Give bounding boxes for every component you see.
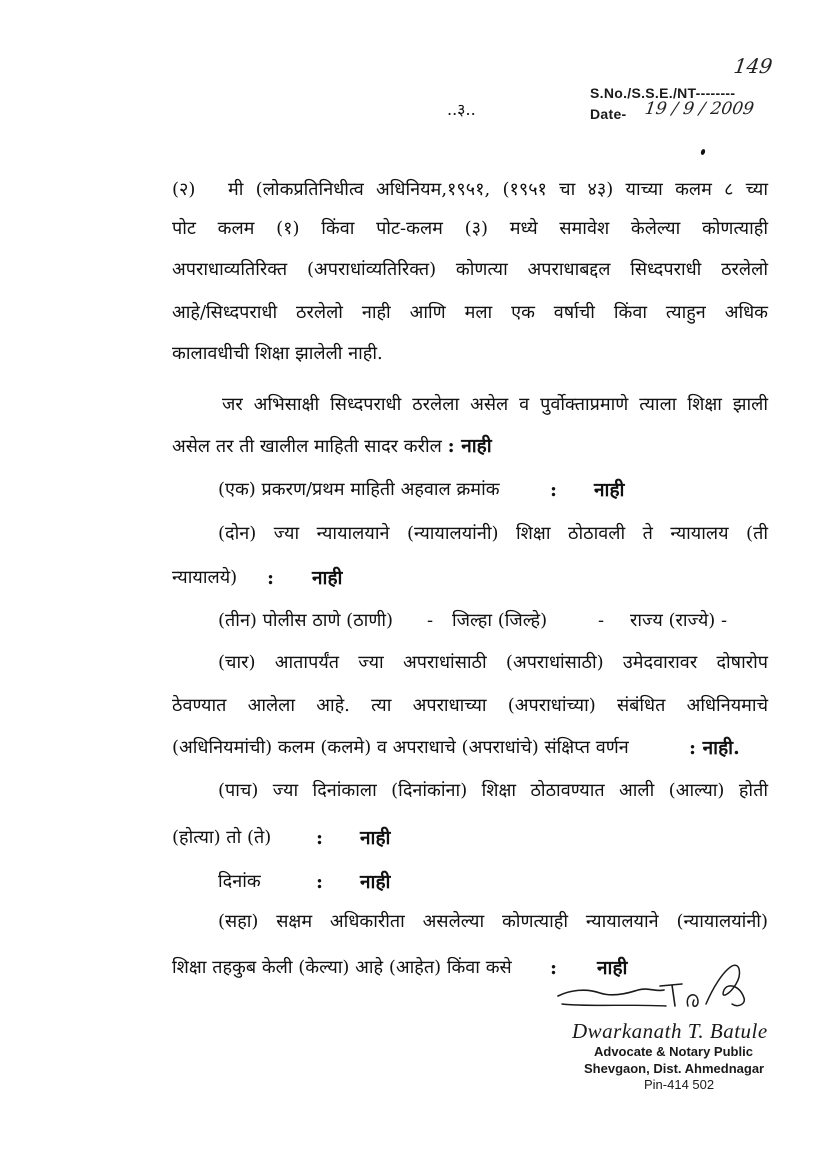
item-teen-label: (तीन) पोलीस ठाणे (ठाणी) <box>218 610 394 631</box>
signature-stroke <box>558 989 664 996</box>
item-teen-district: जिल्हा (जिल्हे) <box>452 610 548 631</box>
item-pach-value: नाही <box>360 827 391 849</box>
item-teen-row <box>218 607 758 635</box>
dinank-row <box>218 868 418 896</box>
para3-line-1: जर अभिसाक्षी सिध्दपराधी ठरलेला असेल व पुर्वोक्ताप्रमाणे त्याला शिक्षा झाली <box>222 394 768 415</box>
signature-stroke <box>660 984 682 1006</box>
item-char-row-3 <box>172 734 762 762</box>
item-don-label: न्यायालये) <box>172 567 238 588</box>
item-char-value: : नाही. <box>689 737 740 759</box>
para3-value: : नाही <box>447 435 492 457</box>
item-char-line-2: ठेवण्यात आलेला आहे. त्या अपराधाच्या (अपराधांच्या) संबंधित अधिनियमाचे <box>172 695 768 716</box>
item-saha-value: नाही <box>597 957 628 979</box>
ink-speck <box>700 148 706 155</box>
serial-label: S.No./S.S.E./NT <box>590 85 696 101</box>
serial-fill: -------- <box>695 85 736 101</box>
item-don-line-1: (दोन) ज्या न्यायालयाने (न्यायालयांनी) शिक्षा ठोठावली ते न्यायालय (ती <box>218 523 768 544</box>
para2-line-5: कालावधीची शिक्षा झालेली नाही. <box>172 343 383 364</box>
item-saha-label: शिक्षा तहकुब केली (केल्या) आहे (आहेत) किंवा कसे <box>172 957 512 978</box>
signature-stroke <box>562 1004 666 1006</box>
item-ek-separator: : <box>550 479 558 501</box>
item-teen-dash-2: - <box>598 610 605 631</box>
notary-pin: Pin-414 502 <box>644 1077 715 1092</box>
item-pach-line-1: (पाच) ज्या दिनांकाला (दिनांकांना) शिक्षा ठोठावण्यात आली (आल्या) होती <box>218 780 768 801</box>
signature-scribble <box>548 960 758 1020</box>
para3-line-2 <box>172 432 672 460</box>
para2-line-4: आहे/सिध्दपराधी ठरलेलो नाही आणि मला एक वर्षाची किंवा त्याहुन अधिक <box>172 302 768 323</box>
item-teen-dash-1: - <box>427 610 434 631</box>
item-teen-state: राज्य (राज्ये) - <box>630 610 728 631</box>
page-number: ..३.. <box>447 100 476 119</box>
notary-title: Advocate & Notary Public <box>594 1044 753 1059</box>
date-label: Date- <box>590 106 627 122</box>
item-pach-label: (होत्या) तो (ते) <box>172 827 272 848</box>
para2-line-3: अपराधाव्यतिरिक्त (अपराधांव्यतिरिक्त) कोणत्या अपराधाबद्दल सिध्दपराधी ठरलेलो <box>172 259 768 280</box>
para3-label: असेल तर ती खालील माहिती सादर करील <box>172 436 442 457</box>
para2-marker: (२) <box>172 179 196 200</box>
item-ek-value: नाही <box>594 479 625 501</box>
notary-name: Dwarkanath T. Batule <box>572 1019 768 1043</box>
signature-stroke <box>706 965 744 1005</box>
dinank-label: दिनांक <box>218 871 261 892</box>
date-handwritten: 19 / 9 / 2009 <box>643 99 756 119</box>
item-saha-line-1: (सहा) सक्षम अधिकारीता असलेल्या कोणत्याही न्यायालयाने (न्यायालयांनी) <box>218 911 768 932</box>
notary-address: Shevgaon, Dist. Ahmednagar <box>584 1061 765 1076</box>
para2-line-1: मी (लोकप्रतिनिधीत्व अधिनियम,१९५१, (१९५१ चा ४३) याच्या कलम ८ च्या <box>228 179 768 200</box>
item-saha-separator: : <box>550 957 558 979</box>
dinank-value: नाही <box>360 871 391 893</box>
item-ek-label: (एक) प्रकरण/प्रथम माहिती अहवाल क्रमांक <box>218 479 500 500</box>
item-ek-row <box>218 476 638 504</box>
item-don-row-2 <box>172 564 372 592</box>
item-pach-row-2 <box>172 824 412 852</box>
dinank-separator: : <box>316 871 324 893</box>
item-don-separator: : <box>267 567 275 589</box>
item-pach-separator: : <box>316 827 324 849</box>
item-char-line-1: (चार) आतापर्यंत ज्या अपराधांसाठी (अपराधांसाठी) उमेदवारावर दोषारोप <box>218 652 768 673</box>
item-don-value: नाही <box>312 567 343 589</box>
serial-number-handwritten: 149 <box>732 54 774 78</box>
item-char-label: (अधिनियमांची) कलम (कलमे) व अपराधाचे (अपराधांचे) संक्षिप्त वर्णन <box>172 737 629 758</box>
signature-stroke <box>687 995 698 1007</box>
para2-line-2: पोट कलम (१) किंवा पोट-कलम (३) मध्ये समावेश केलेल्या कोणत्याही <box>172 218 768 239</box>
